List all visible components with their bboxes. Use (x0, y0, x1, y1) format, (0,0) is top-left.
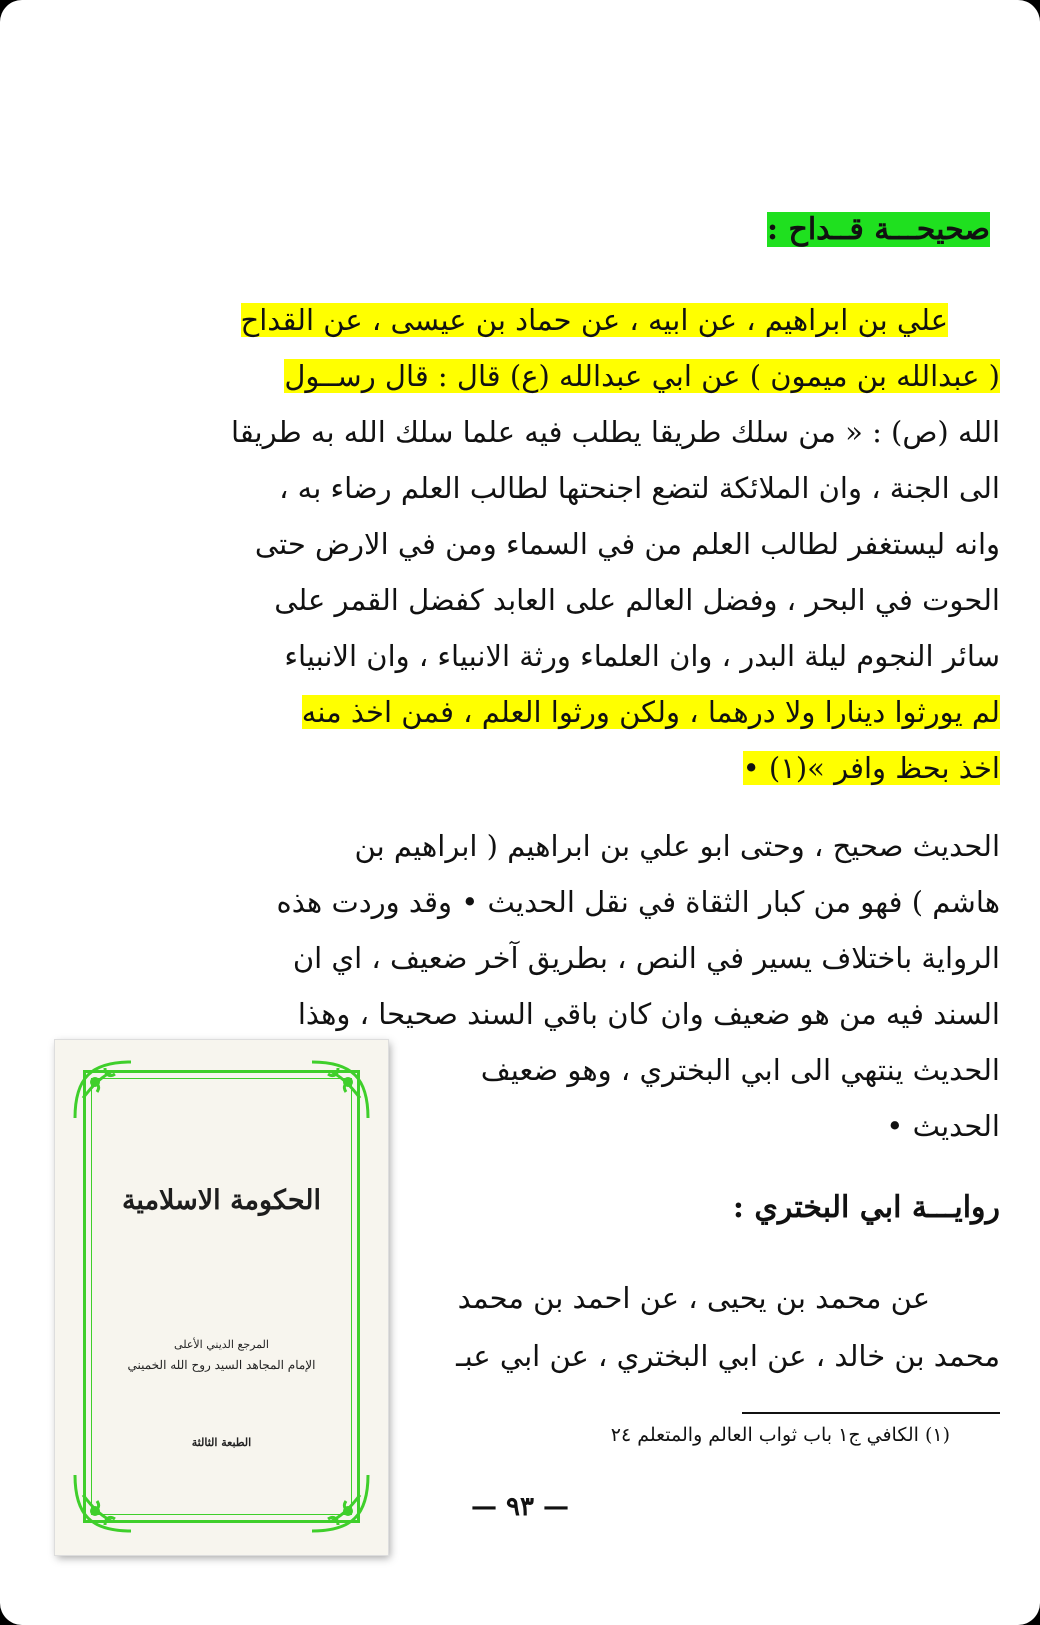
para2-line-2: هاشم ) فهو من كبار الثقاة في نقل الحديث • وقد وردت هذه (276, 885, 1000, 919)
para2-line-1: الحديث صحيح ، وحتى ابو علي بن ابراهيم ( ابراهيم بن (354, 829, 1000, 863)
para2-line-3: الرواية باختلاف يسير في النص ، بطريق آخر ضعيف ، اي ان (292, 941, 1000, 975)
book-cover-image (55, 1040, 388, 1555)
footnote-rule (742, 1412, 1000, 1414)
text-line-6: الحوت في البحر ، وفضل العالم على العابد كفضل القمر على (274, 583, 1000, 617)
footnote: (١) الكافي ج١ باب ثواب العالم والمتعلم ٢٤ (610, 1424, 950, 1446)
text-line-1: علي بن ابراهيم ، عن ابيه ، عن حماد بن عيسى ، عن القداح (240, 303, 948, 337)
para3-line-2: محمد بن خالد ، عن ابي البختري ، عن ابي عبـ (456, 1339, 1000, 1373)
text-line-4: الى الجنة ، وان الملائكة لتضع اجنحتها لطالب العلم رضاء به ، (279, 471, 1000, 505)
page-number: — ٩٣ — (470, 1492, 570, 1522)
corner-ornament-icon (71, 1058, 135, 1122)
para2-line-6: الحديث • (886, 1109, 1000, 1143)
text-line-7: سائر النجوم ليلة البدر ، وان العلماء ورثة الانبياء ، وان الانبياء (284, 639, 1000, 673)
section-heading-qaddah (767, 212, 990, 247)
heading-highlight: صحيحـــة قــداح : (766, 212, 990, 247)
cover-title: الحكومة الاسلامية (121, 1185, 322, 1216)
cover-edition: الطبعة الثالثة (191, 1436, 252, 1449)
corner-ornament-icon (308, 1058, 372, 1122)
cover-line-2: الإمام المجاهد السيد روح الله الخميني (127, 1358, 316, 1372)
text-line-3: الله (ص) : « من سلك طريقا يطلب فيه علما سلك الله به طريقا (231, 415, 1000, 449)
text-line-9: اخذ بحظ وافر »(١) • (742, 751, 1000, 785)
text-line-5: وانه ليستغفر لطالب العلم من في السماء ومن في الارض حتى (254, 527, 1000, 561)
para3-line-1: عن محمد بن يحيى ، عن احمد بن محمد (457, 1281, 930, 1315)
cover-line-1: المرجع الديني الأعلى (174, 1338, 269, 1351)
corner-ornament-icon (308, 1471, 372, 1535)
para2-line-4: السند فيه من هو ضعيف وان كان باقي السند صحيحا ، وهذا (297, 997, 1000, 1031)
para2-line-5: الحديث ينتهي الى ابي البختري ، وهو ضعيف (480, 1053, 1000, 1087)
section-heading-bakhtari: روايـــة ابي البختري : (732, 1190, 1000, 1225)
corner-ornament-icon (71, 1471, 135, 1535)
text-line-2: ( عبدالله بن ميمون ) عن ابي عبدالله (ع) قال : قال رســول (284, 359, 1000, 393)
cover-inner-border (91, 1078, 352, 1515)
text-line-8: لم يورثوا دينارا ولا درهما ، ولكن ورثوا العلم ، فمن اخذ منه (301, 695, 1000, 729)
